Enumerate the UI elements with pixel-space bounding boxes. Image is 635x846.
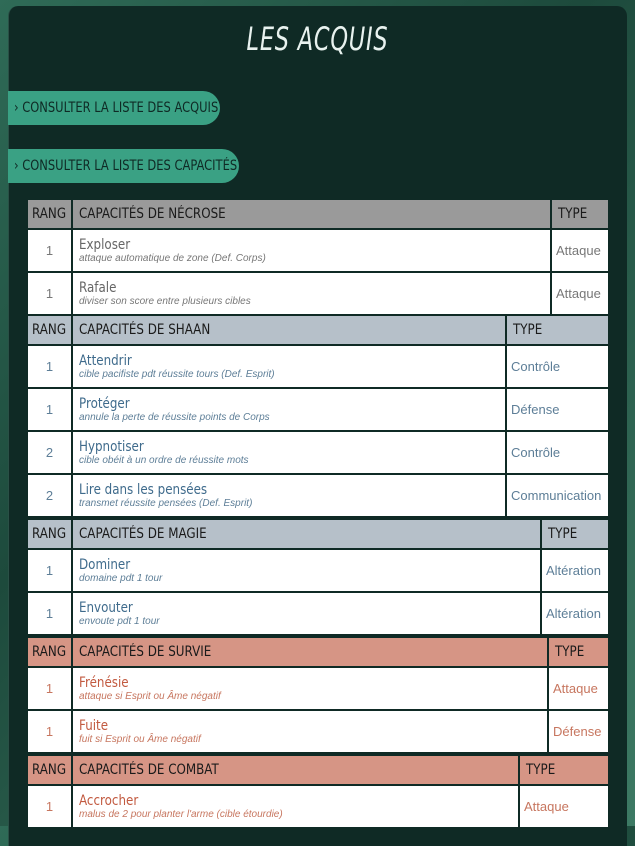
rank-cell: 1 <box>27 388 72 431</box>
rank-header: RANG <box>27 637 72 667</box>
table-row <box>27 388 609 431</box>
type-header: TYPE <box>548 637 609 667</box>
type-header: TYPE <box>541 519 609 549</box>
rank-cell: 1 <box>27 345 72 388</box>
capability-desc: diviser son score entre plusieurs cibles <box>79 295 251 307</box>
section-title: CAPACITÉS DE MAGIE <box>72 519 541 549</box>
capability-desc: annule la perte de réussite points de Corps <box>79 411 270 423</box>
type-cell: Attaque <box>551 229 609 272</box>
type-cell: Altération <box>541 549 609 592</box>
section-title: CAPACITÉS DE SHAAN <box>72 315 506 345</box>
capability-name: Attendrir <box>79 352 132 369</box>
type-cell: Contrôle <box>506 431 609 474</box>
table-survie <box>26 636 610 754</box>
table-row <box>27 667 609 710</box>
table-necrose <box>26 198 610 316</box>
capability-desc: cible obéit à un ordre de réussite mots <box>79 454 249 466</box>
table-magie <box>26 518 610 636</box>
rank-header: RANG <box>27 755 72 785</box>
rank-cell: 2 <box>27 431 72 474</box>
rank-header: RANG <box>27 199 72 229</box>
type-cell: Attaque <box>548 667 609 710</box>
table-row <box>27 431 609 474</box>
table-row <box>27 592 609 635</box>
capability-desc: domaine pdt 1 tour <box>79 572 163 584</box>
capability-name: Protéger <box>79 395 130 412</box>
page-title: LES ACQUIS <box>246 20 389 58</box>
capability-name: Dominer <box>79 556 131 573</box>
capability-desc: fuit si Esprit ou Âme négatif <box>79 733 201 745</box>
capability-desc: cible pacifiste pdt réussite tours (Def. Esprit) <box>79 368 275 380</box>
type-cell: Attaque <box>551 272 609 315</box>
rank-header: RANG <box>27 519 72 549</box>
rank-cell: 1 <box>27 272 72 315</box>
capability-desc: envoute pdt 1 tour <box>79 615 160 627</box>
capability-desc: malus de 2 pour planter l'arme (cible étourdie) <box>79 808 283 820</box>
capability-name: Envouter <box>79 599 133 616</box>
section-title: CAPACITÉS DE NÉCROSE <box>72 199 551 229</box>
rank-cell: 1 <box>27 592 72 635</box>
capability-name: Fuite <box>79 717 109 734</box>
rank-cell: 2 <box>27 474 72 517</box>
capability-desc: attaque automatique de zone (Def. Corps) <box>79 252 266 264</box>
capability-name: Accrocher <box>79 792 139 809</box>
rank-cell: 1 <box>27 667 72 710</box>
section-title: CAPACITÉS DE COMBAT <box>72 755 519 785</box>
capability-name: Exploser <box>79 236 131 253</box>
consult-capacites-link[interactable] <box>8 149 239 183</box>
table-row <box>27 272 609 315</box>
table-row <box>27 549 609 592</box>
capability-desc: attaque si Esprit ou Âme négatif <box>79 690 221 702</box>
consult-acquis-link[interactable] <box>8 91 220 125</box>
type-header: TYPE <box>506 315 609 345</box>
rank-cell: 1 <box>27 785 72 828</box>
capability-name: Frénésie <box>79 674 129 691</box>
capability-name: Lire dans les pensées <box>79 481 208 498</box>
section-title: CAPACITÉS DE SURVIE <box>72 637 548 667</box>
rank-header: RANG <box>27 315 72 345</box>
capability-name: Rafale <box>79 279 117 296</box>
table-row <box>27 710 609 753</box>
capability-desc: transmet réussite pensées (Def. Esprit) <box>79 497 253 509</box>
table-row <box>27 474 609 517</box>
table-row <box>27 229 609 272</box>
table-shaan <box>26 314 610 518</box>
type-cell: Attaque <box>519 785 609 828</box>
table-row <box>27 785 609 828</box>
rank-cell: 1 <box>27 710 72 753</box>
consult-acquis-label: › CONSULTER LA LISTE DES ACQUIS <box>14 100 219 116</box>
table-row <box>27 345 609 388</box>
rank-cell: 1 <box>27 549 72 592</box>
type-cell: Contrôle <box>506 345 609 388</box>
type-cell: Altération <box>541 592 609 635</box>
type-cell: Défense <box>506 388 609 431</box>
table-combat <box>26 754 610 829</box>
type-header: TYPE <box>551 199 609 229</box>
type-cell: Défense <box>548 710 609 753</box>
rank-cell: 1 <box>27 229 72 272</box>
type-cell: Communication <box>506 474 609 517</box>
type-header: TYPE <box>519 755 609 785</box>
consult-capacites-label: › CONSULTER LA LISTE DES CAPACITÉS <box>14 158 238 174</box>
capability-name: Hypnotiser <box>79 438 144 455</box>
